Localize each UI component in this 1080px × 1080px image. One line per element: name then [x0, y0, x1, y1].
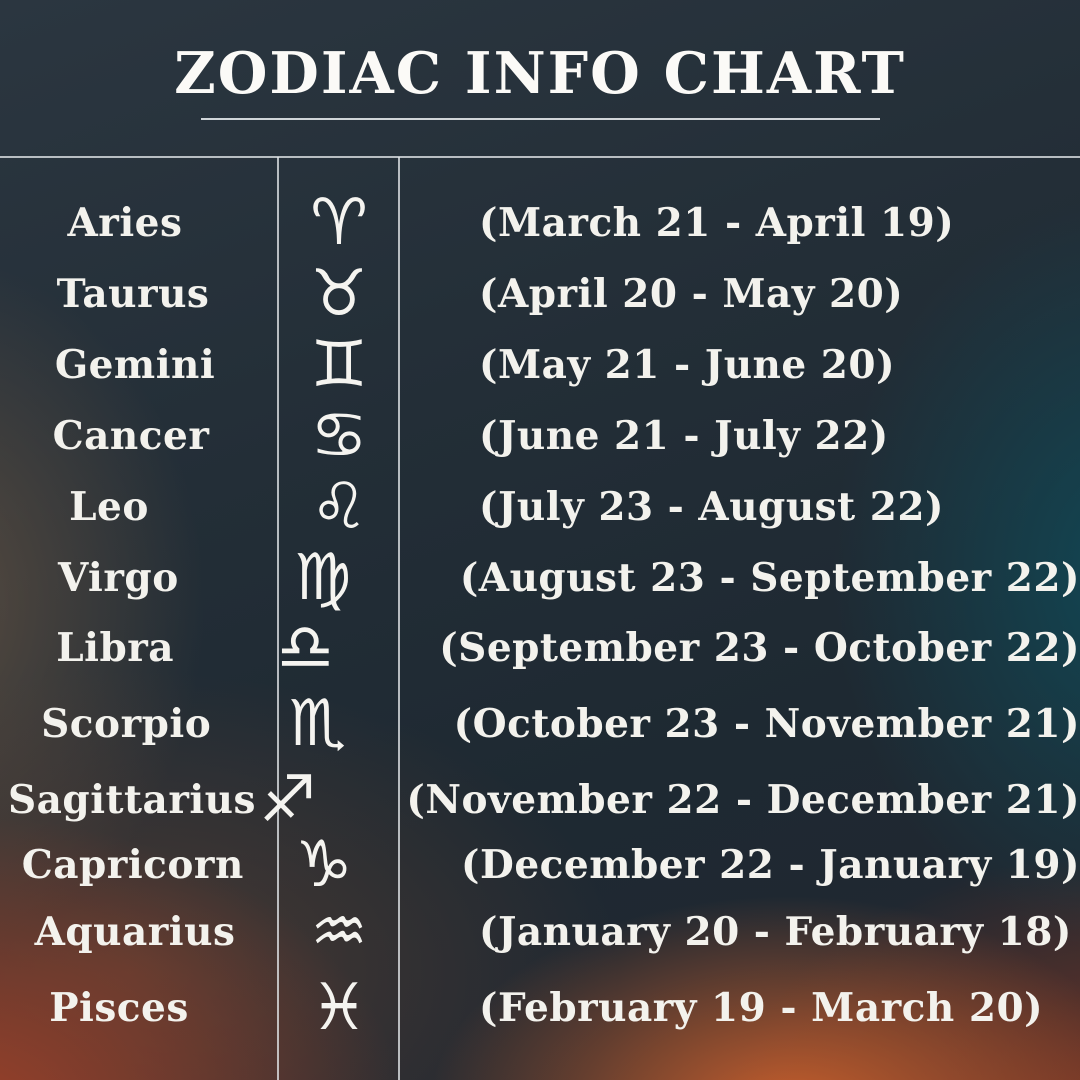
table-row-cancer — [0, 400, 1080, 471]
pisces-icon: ♓ — [310, 970, 368, 1045]
table-row-aquarius — [0, 896, 1080, 967]
table-row-sagittarius — [0, 765, 1080, 836]
cancer-icon: ♋ — [310, 398, 368, 473]
sign-name: Aquarius — [34, 908, 236, 955]
symbol-cell — [260, 687, 374, 762]
title-underline — [201, 118, 880, 120]
symbol-cell — [278, 398, 400, 473]
table-row-pisces — [0, 972, 1080, 1043]
symbol-cell — [266, 827, 383, 902]
symbol-cell — [248, 763, 327, 838]
symbol-cell — [278, 894, 400, 969]
sign-date-range: (April 20 - May 20) — [479, 271, 904, 318]
page-title: ZODIAC INFO CHART — [174, 40, 906, 107]
sign-name: Aries — [67, 200, 183, 247]
aries-icon: ♈ — [310, 186, 368, 261]
symbol-cell — [278, 469, 400, 544]
sign-name: Libra — [56, 625, 175, 672]
table-row-leo — [0, 471, 1080, 542]
table-row-virgo — [0, 542, 1080, 613]
symbol-cell — [278, 186, 400, 261]
table-row-taurus — [0, 259, 1080, 330]
zodiac-table — [0, 158, 1080, 1080]
sign-date-range: (December 22 - January 19) — [461, 841, 1080, 888]
symbol-cell — [278, 970, 400, 1045]
sign-name: Scorpio — [41, 701, 212, 748]
gemini-icon: ♊ — [310, 328, 368, 403]
sign-name: Sagittarius — [8, 777, 256, 824]
sign-date-range: (June 21 - July 22) — [479, 412, 889, 459]
sign-date-range: (September 23 - October 22) — [439, 625, 1080, 672]
sign-date-range: (August 23 - September 22) — [459, 554, 1080, 601]
symbol-cell — [265, 540, 381, 615]
sign-name: Gemini — [54, 342, 216, 389]
leo-icon: ♌ — [310, 469, 368, 544]
aquarius-icon: ♒ — [310, 894, 368, 969]
table-row-capricorn — [0, 829, 1080, 900]
table-row-scorpio — [0, 689, 1080, 760]
sign-date-range: (February 19 - March 20) — [479, 984, 1044, 1031]
table-row-gemini — [0, 330, 1080, 401]
taurus-icon: ♉ — [310, 257, 368, 332]
sign-name: Leo — [69, 483, 149, 530]
virgo-icon: ♍ — [294, 540, 352, 615]
sign-date-range: (October 23 - November 21) — [453, 701, 1080, 748]
sign-name: Capricorn — [21, 841, 244, 888]
sign-date-range: (May 21 - June 20) — [479, 342, 896, 389]
sign-name: Taurus — [56, 271, 210, 318]
scorpio-icon: ♏ — [288, 687, 347, 762]
sign-date-range: (November 22 - December 21) — [406, 777, 1080, 824]
symbol-cell — [278, 257, 400, 332]
capricorn-icon: ♑ — [295, 827, 353, 902]
libra-icon: ♎ — [276, 611, 334, 686]
sign-date-range: (March 21 - April 19) — [479, 200, 955, 247]
symbol-cell — [250, 611, 360, 686]
sign-name: Virgo — [57, 554, 179, 601]
table-row-aries — [0, 188, 1080, 259]
sign-date-range: (January 20 - February 18) — [479, 908, 1072, 955]
sign-name: Pisces — [49, 984, 189, 1031]
chart-header — [0, 0, 1080, 156]
sagittarius-icon: ♐ — [259, 763, 317, 838]
sign-date-range: (July 23 - August 22) — [479, 483, 944, 530]
table-row-libra — [0, 613, 1080, 684]
symbol-cell — [278, 328, 400, 403]
sign-name: Cancer — [52, 412, 210, 459]
